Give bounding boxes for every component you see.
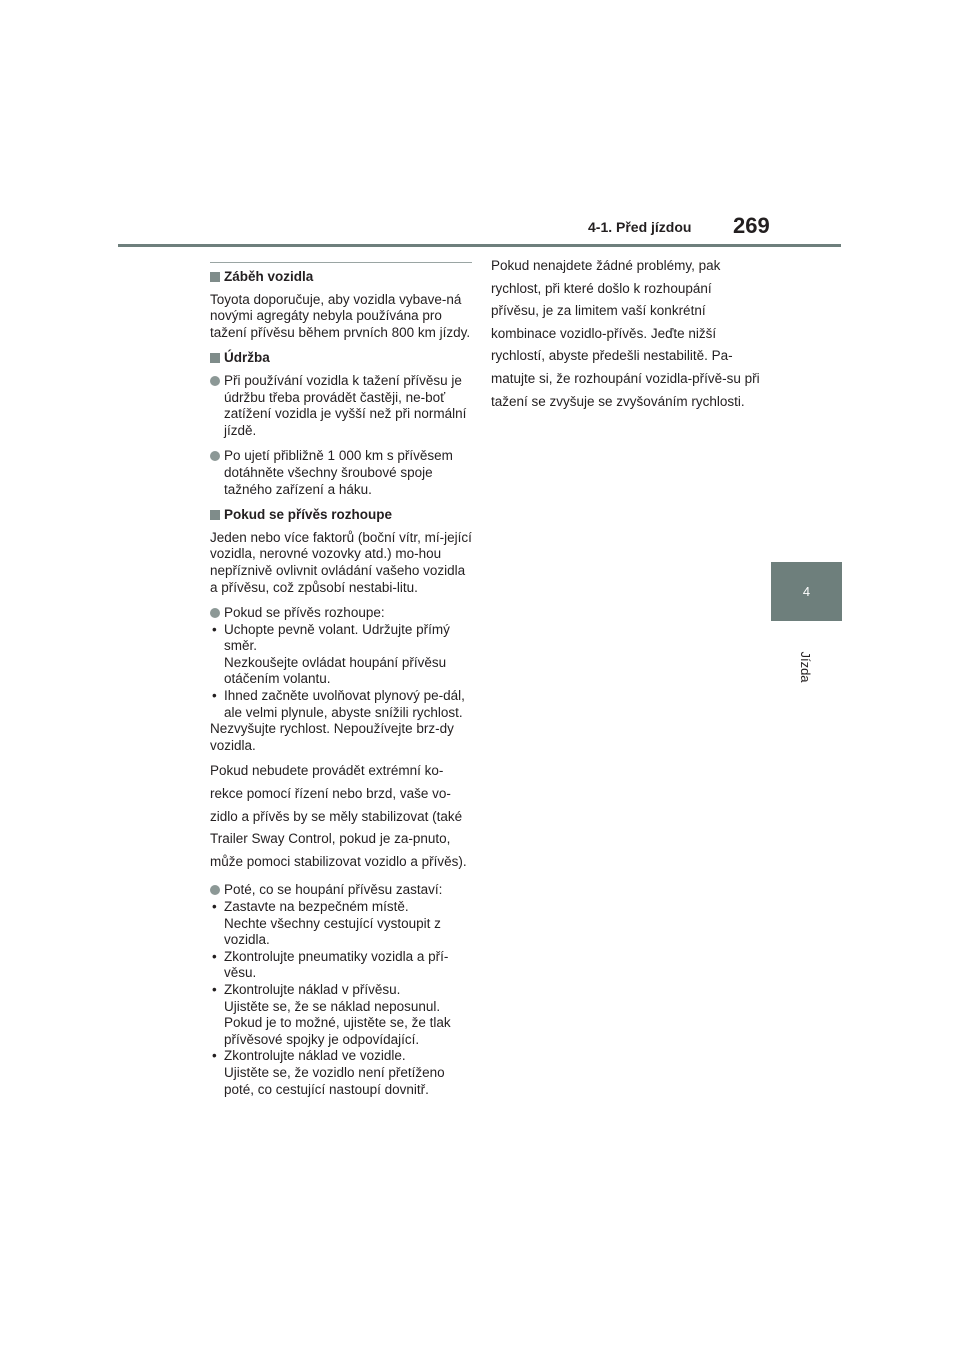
bullet-text: Po ujetí přibližně 1 000 km s přívěsem dotáhněte všechny šroubové spoje tažného zařízení a háku. [224,448,453,497]
small-bullet: • [212,1048,217,1064]
step-text: Zkontrolujte náklad v přívěsu. [224,981,401,997]
sway-steps [210,622,472,755]
step-text: Zkontrolujte pneumatiky vozidla a pří-věsu. [224,948,449,981]
column-rule [210,262,472,263]
chapter-number: 4 [802,584,811,599]
small-bullet: • [212,981,217,997]
bullet-item [210,882,472,899]
heading-text: Údržba [224,350,270,366]
circle-bullet-icon [210,376,220,386]
section-heading-sway [210,507,472,524]
bullet-item [210,448,472,498]
step-note: Nezvyšujte rychlost. Nepoužívejte brz-dy vozidla. [210,721,454,753]
circle-bullet-icon [210,451,220,461]
section-title: 4-1. Před jízdou [588,219,692,235]
circle-bullet-icon [210,885,220,895]
small-bullet: • [212,948,217,964]
step-continuation: Ujistěte se, že se náklad neposunul. Pokud je to možné, ujistěte se, že tlak přívěsové spojky je odpovídající. [224,998,451,1047]
square-bullet-icon [210,510,220,520]
step-text: Ihned začněte uvolňovat plynový pe-dál, ale velmi plynule, abyste snížili rychlost. [224,688,465,720]
circle-bullet-icon [210,608,220,618]
bullet-item [210,373,472,439]
step-item [210,1048,472,1065]
paragraph-stabilize: Pokud nebudete provádět extrémní ko-rekce pomocí řízení nebo brzd, vaše vo-zidlo a přívěs by se měly stabilizovat (také Trailer Sway Control, pokud je za-pnuto, může pomoci stabilizovat vozidlo a přívěs). [210,763,467,869]
step-text: Uchopte pevně volant. Udržujte přímý směr. [224,621,450,654]
bullet-text: Při používání vozidla k tažení přívěsu je údržbu třeba provádět častěji, ne-boť zatížení vozidla je vyšší než při normální jízdě. [224,372,467,438]
small-bullet: • [212,688,217,704]
right-column [491,255,763,413]
heading-text: Pokud se přívěs rozhoupe [224,507,393,523]
paragraph-break-in: Toyota doporučuje, aby vozidla vybave-ná novými agregáty nebyla používána pro tažení přívěsu během prvních 800 km jízdy. [210,291,471,340]
step-item [210,622,472,655]
heading-text: Záběh vozidla [224,269,314,284]
section-heading-break-in [210,269,472,286]
bullet-intro: Poté, co se houpání přívěsu zastaví: [224,882,443,898]
step-continuation: Nechte všechny cestující vystoupit z vozidla. [224,915,441,948]
small-bullet: • [212,899,217,914]
square-bullet-icon [210,272,220,282]
step-text: Zastavte na bezpečném místě. [224,899,409,914]
left-column [210,262,472,1098]
step-item [210,688,472,721]
page-number: 269 [733,213,770,238]
step-item [210,899,472,916]
step-item [210,949,472,982]
chapter-tab[interactable] [771,562,842,621]
section-heading-maintenance [210,350,472,367]
chapter-label: Jízda [798,651,814,683]
step-continuation: Ujistěte se, že vozidlo není přetíženo poté, co cestující nastoupí dovnitř. [224,1064,445,1097]
bullet-item [210,605,472,622]
after-sway-steps [210,899,472,1098]
header-rule [118,244,841,247]
small-bullet: • [212,621,217,637]
step-text: Zkontrolujte náklad ve vozidle. [224,1048,406,1064]
square-bullet-icon [210,353,220,363]
paragraph-sway: Jeden nebo více faktorů (boční vítr, mí-jející vozidla, nerovné vozovky atd.) mo-hou nepříznivě ovlivnit ovládání vašeho vozidla a přívěsu, což způsobí nestabi-litu. [210,529,472,595]
step-item [210,982,472,999]
step-continuation: Nezkoušejte ovládat houpání přívěsu otáčením volantu. [224,654,447,687]
paragraph-no-problems: Pokud nenajdete žádné problémy, pak rychlost, při které došlo k rozhoupání přívěsu, je za limitem vaší konkrétní kombinace vozidlo-přívěs. Jeďte nižší rychlostí, abyste předešli nestabilitě. Pa-matujte si, že rozhoupání vozidla-přívě-su při tažení se zvyšuje se zvyšováním rychlosti. [491,258,760,409]
bullet-intro: Pokud se přívěs rozhoupe: [224,605,385,621]
